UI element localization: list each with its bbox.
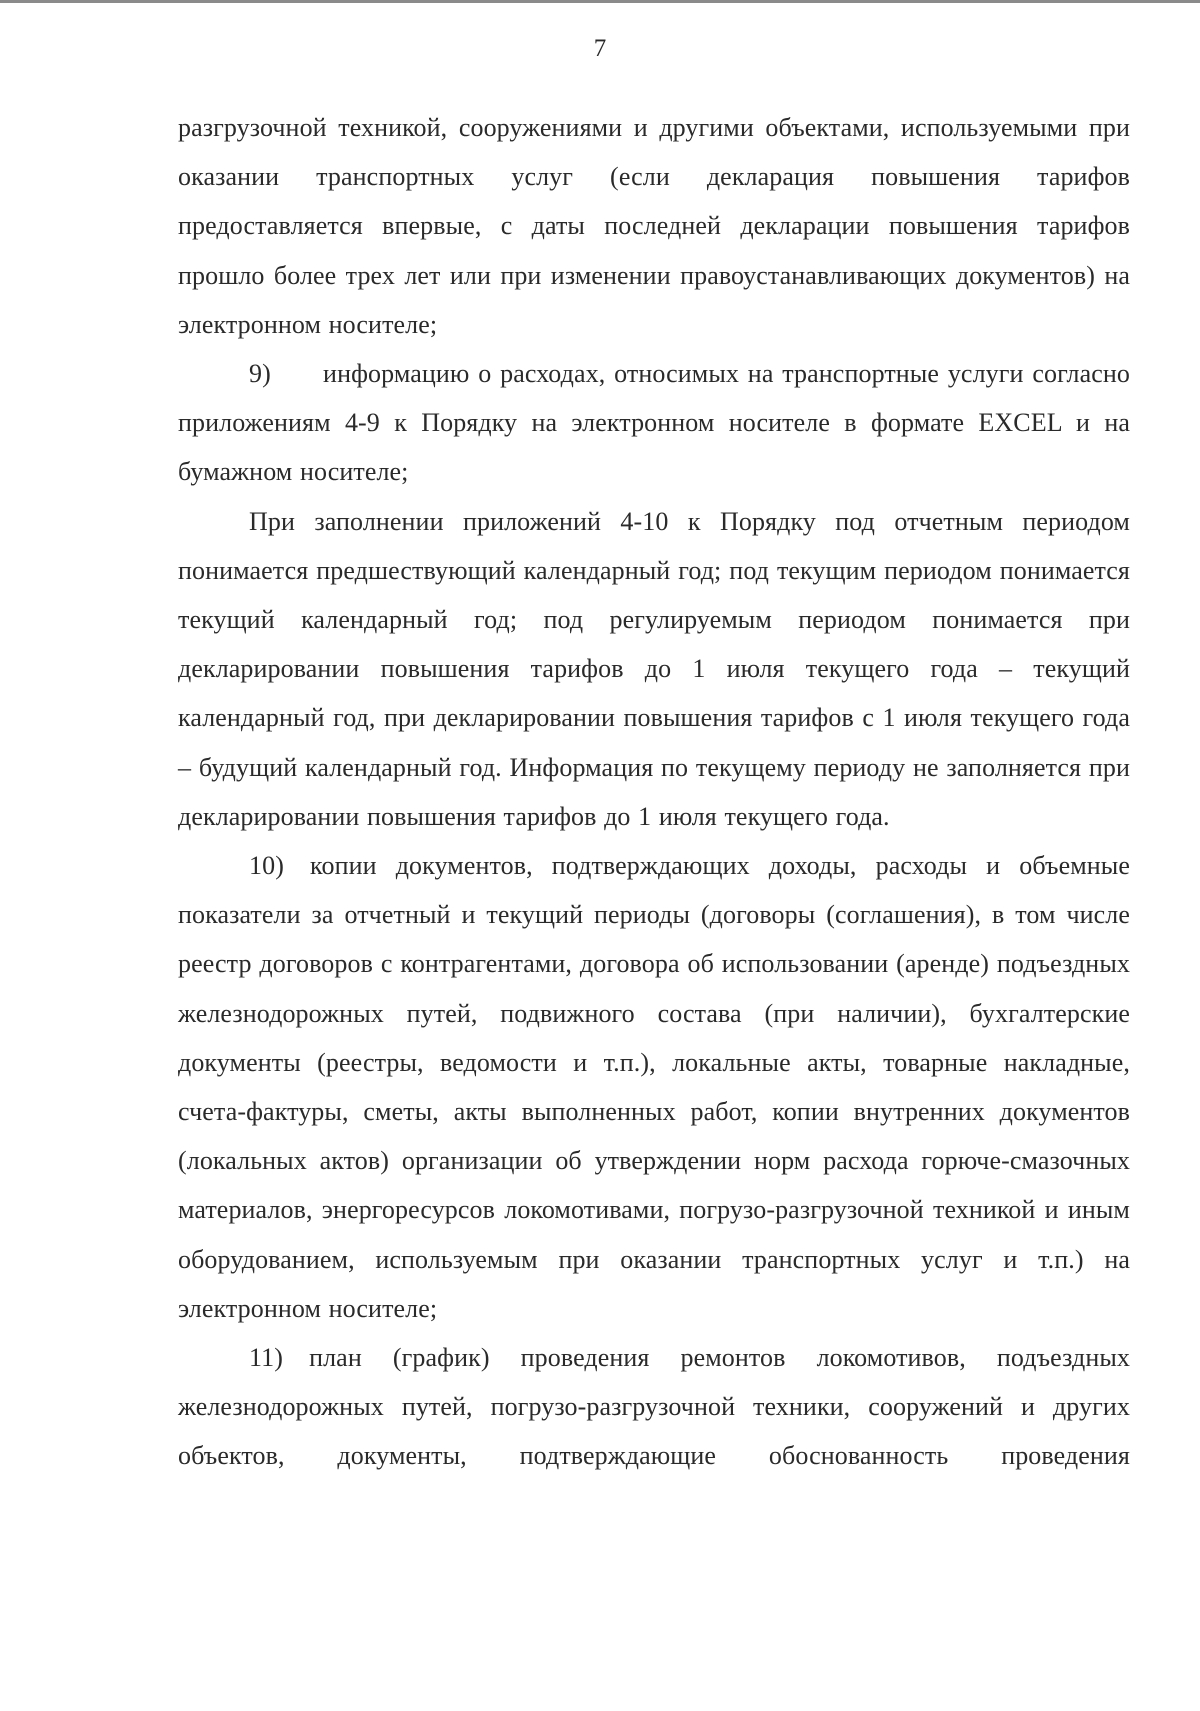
paragraph-item-10: 10) копии документов, подтверждающих доходы, расходы и объемные показатели за отчетный и текущий периоды (договоры (соглашения), в том числе реестр договоров с контрагентами, договора об использовании (аренде) подъездных железнодорожных путей, подвижного состава (при наличии), бухгалтерские документы (реестры, ведомости и т.п.), локальные акты, товарные накладные, счета-фактуры, сметы, акты выполненных работ, копии внутренних документов (локальных актов) организации об утверждении норм расхода горюче-смазочных материалов, энергоресурсов локомотивами, погрузо-разгрузочной техникой и иным оборудованием, используемым при оказании транспортных услуг и т.п.) на электронном носителе;: [178, 851, 1130, 1323]
paragraph-reporting-periods: При заполнении приложений 4-10 к Порядку под отчетным периодом понимается предшествующий календарный год; под текущим периодом понимается текущий календарный год; под регулируемым периодом понимается при декларировании повышения тарифов до 1 июля текущего года – текущий календарный год, при декларировании повышения тарифов с 1 июля текущего года – будущий календарный год. Информация по текущему периоду не заполняется при декларировании повышения тарифов до 1 июля текущего года.: [178, 506, 1130, 831]
paragraph-continuation: разгрузочной техникой, сооружениями и другими объектами, используемыми при оказании транспортных услуг (если декларация повышения тарифов предоставляется впервые, с даты последней декларации повышения тарифов прошло более трех лет или при изменении правоустанавливающих документов) на электронном носителе;: [178, 113, 1130, 339]
page-top-border: [0, 0, 1200, 3]
document-body: [178, 103, 1130, 1481]
paragraph-item-11: 11) план (график) проведения ремонтов локомотивов, подъездных железнодорожных путей, погрузо-разгрузочной техники, сооружений и других объектов, документы, подтверждающие обоснованность проведения: [178, 1343, 1130, 1471]
paragraph-item-9: 9) информацию о расходах, относимых на транспортные услуги согласно приложениям 4-9 к Порядку на электронном носителе в формате EXCEL и на бумажном носителе;: [178, 359, 1130, 487]
page-number: 7: [593, 35, 607, 62]
